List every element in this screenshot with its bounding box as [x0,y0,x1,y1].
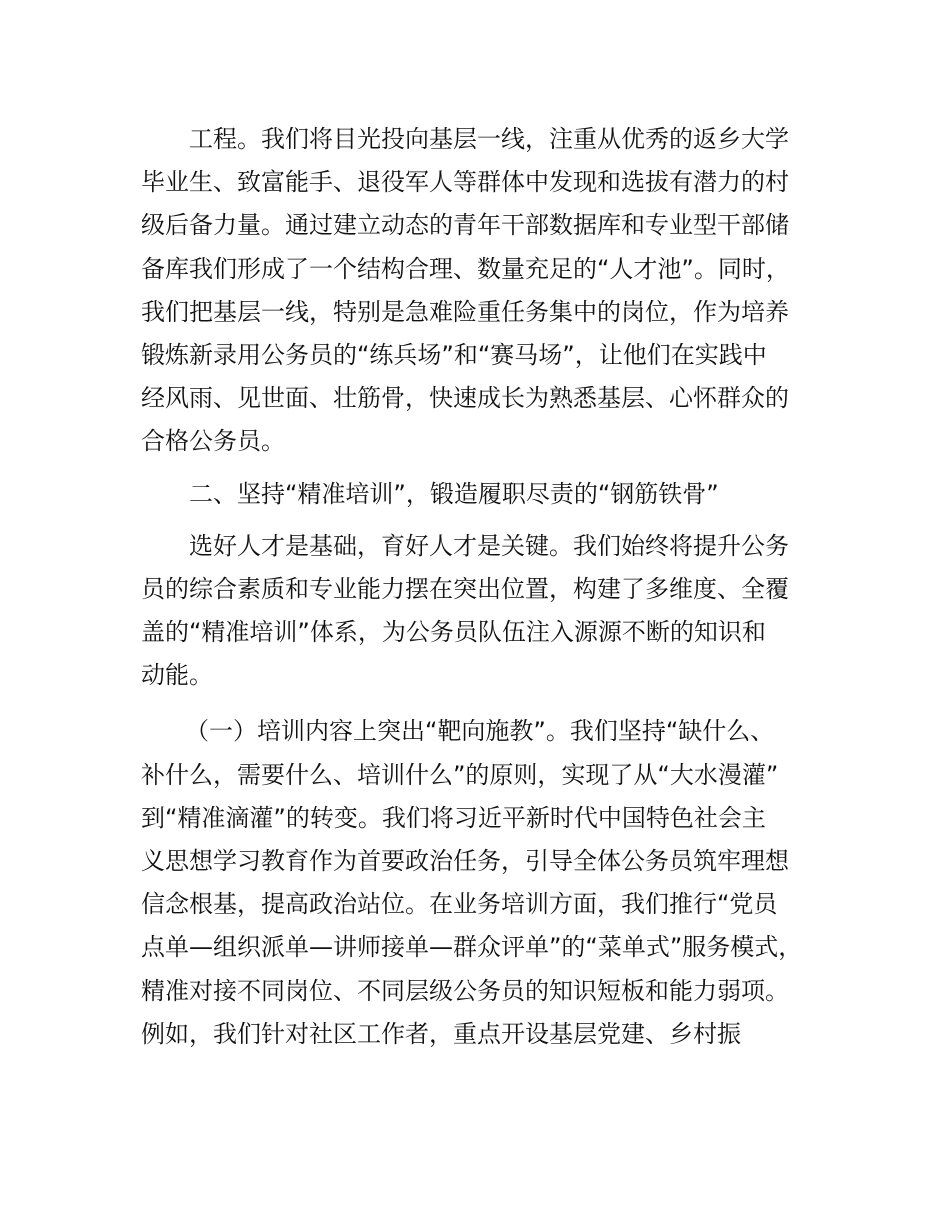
paragraph-training-content [141,710,841,1056]
text-line: 我们把基层一线，特别是急难险重任务集中的岗位，作为培养 [141,297,789,326]
text-line: 级后备力量。通过建立动态的青年干部数据库和专业型干部储 [141,211,789,240]
text-line: 毕业生、致富能手、退役军人等群体中发现和选拔有潜力的村 [141,168,789,197]
text-line: 备库我们形成了一个结构合理、数量充足的“人才池”。同时， [141,254,790,283]
body-text [141,118,841,1056]
text-line: 义思想学习教育作为首要政治任务，引导全体公务员筑牢理想 [141,847,789,875]
section-heading: 二、坚持“精准培训”，锻造履职尽责的“钢筋铁骨” [189,479,719,508]
text-line: 选好人才是基础，育好人才是关键。我们始终将提升公务 [189,531,789,560]
text-line: 到“精准滴灌”的转变。我们将习近平新时代中国特色社会主 [141,803,766,832]
text-line: 动能。 [141,661,213,690]
text-line: 员的综合素质和专业能力摆在突出位置，构建了多维度、全覆 [141,574,789,603]
text-line: （一）培训内容上突出“靶向施教”。我们坚持“缺什么、 [185,717,775,746]
text-line: 工程。我们将目光投向基层一线，注重从优秀的返乡大学 [189,125,789,153]
text-line: 信念根基，提高政治站位。在业务培训方面，我们推行“党员 [141,890,778,919]
paragraph-training-intro [141,525,841,698]
paragraph-talent-pool [141,118,841,464]
text-line: 点单—组织派单—讲师接单—群众评单”的“菜单式”服务模式， [141,933,803,962]
text-line: 经风雨、见世面、壮筋骨，快速成长为熟悉基层、心怀群众的 [141,384,789,413]
text-line: 锻炼新录用公务员的“练兵场”和“赛马场”，让他们在实践中 [141,340,767,369]
text-line: 例如，我们针对社区工作者，重点开设基层党建、乡村振 [141,1019,741,1048]
text-line: 盖的“精准培训”体系，为公务员队伍注入源源不断的知识和 [141,618,766,647]
text-line: 精准对接不同岗位、不同层级公务员的知识短板和能力弱项。 [141,976,789,1005]
text-line: 合格公务员。 [141,427,285,456]
text-line: 补什么，需要什么、培训什么”的原则，实现了从“大水漫灌” [141,760,779,789]
